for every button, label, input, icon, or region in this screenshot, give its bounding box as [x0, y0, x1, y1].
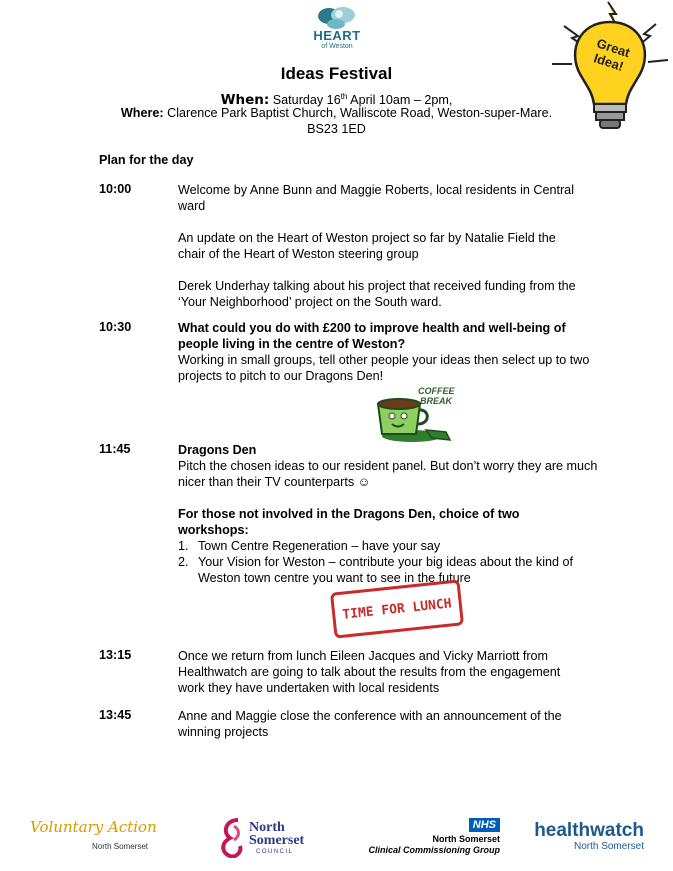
- when-value-pre: Saturday 16: [272, 93, 341, 108]
- healthwatch-logo: [518, 820, 658, 860]
- workshop-text: Your Vision for Weston – contribute your big ideas about the kind of Weston town centre you want to see in the future: [198, 555, 574, 585]
- coffee-text-2: BREAK: [420, 396, 453, 406]
- when-value-post: April 10am – 2pm,: [347, 93, 453, 108]
- schedule-item-1145: [178, 442, 598, 586]
- nhs-line2: Clinical Commissioning Group: [368, 845, 500, 855]
- workshop-item: [178, 538, 598, 554]
- page-title: Ideas Festival: [280, 64, 393, 83]
- schedule-time-1030: 10:30: [99, 320, 132, 334]
- schedule-time-1345: 13:45: [99, 708, 132, 722]
- where-label: Where:: [120, 106, 164, 120]
- workshop-number: 2.: [178, 555, 189, 569]
- when-label: When:: [220, 92, 270, 109]
- where-value: Clarence Park Baptist Church, Walliscote Road, Weston-super-Mare.: [167, 106, 553, 120]
- nhs-ccg-logo: [366, 818, 504, 860]
- nhs-line1: North Somerset: [432, 834, 500, 844]
- where-postcode: BS23 1ED: [307, 122, 366, 136]
- lunch-text: TIME FOR LUNCH: [341, 595, 453, 623]
- plan-heading: Plan for the day: [99, 153, 194, 167]
- ns-sub: COUNCIL: [256, 849, 294, 855]
- schedule-paragraph: Pitch the chosen ideas to our resident panel. But don’t worry they are much nicer than their TV counterparts ☺: [178, 459, 598, 489]
- schedule-paragraph: Anne and Maggie close the conference with an announcement of the winning projects: [178, 709, 562, 739]
- schedule-time-1315: 13:15: [99, 648, 132, 662]
- schedule-time-1000: 10:00: [99, 182, 132, 196]
- logo-text-of-weston: of Weston: [321, 43, 353, 50]
- hw-sub: North Somerset: [573, 841, 644, 852]
- event-where: [0, 105, 673, 121]
- heart-of-weston-logo: [306, 6, 368, 52]
- schedule-question: What could you do with £200 to improve health and well-being of people living in the centre of Weston?: [178, 321, 566, 351]
- badge-text: Great Idea!: [591, 35, 632, 74]
- north-somerset-council-logo: [216, 814, 326, 860]
- workshop-text: Town Centre Regeneration – have your say: [198, 539, 441, 553]
- schedule-paragraph: Welcome by Anne Bunn and Maggie Roberts, local residents in Central ward: [178, 183, 574, 213]
- schedule-time-1145: 11:45: [99, 442, 131, 456]
- logo-text-heart: HEART: [313, 28, 361, 43]
- schedule-paragraph: Working in small groups, tell other people your ideas then select up to two projects to pitch to our Dragons Den!: [178, 353, 590, 383]
- dragons-den-heading: Dragons Den: [178, 443, 257, 457]
- ns-text-2: Somerset: [249, 833, 305, 848]
- hw-text: healthwatch: [534, 820, 644, 841]
- va-text: Voluntary Action: [30, 818, 157, 836]
- butterfly-icon: [316, 6, 356, 30]
- va-sub: North Somerset: [92, 842, 149, 851]
- swan-icon: [216, 816, 246, 858]
- schedule-item-1000: [178, 182, 598, 310]
- schedule-item-1315: [178, 648, 573, 696]
- schedule-item-1345: [178, 708, 573, 740]
- coffee-text-1: COFFEE: [418, 386, 455, 396]
- schedule-item-1030: [178, 320, 598, 384]
- coffee-break-image: [368, 386, 458, 444]
- time-for-lunch-stamp: [330, 579, 464, 638]
- schedule-paragraph: Derek Underhay talking about his project that received funding from the ‘Your Neighborhood’ project on the South ward.: [178, 279, 576, 309]
- nhs-badge: NHS: [469, 818, 500, 832]
- when-value-sup: th: [340, 92, 348, 101]
- schedule-paragraph: An update on the Heart of Weston project so far by Natalie Field the chair of the Heart of Weston steering group: [178, 231, 556, 261]
- schedule-paragraph: Once we return from lunch Eileen Jacques and Vicky Marriott from Healthwatch are going to talk about the results from the engagement work they have undertaken with local residents: [178, 649, 561, 695]
- voluntary-action-logo: [30, 810, 170, 858]
- workshops-heading: For those not involved in the Dragons Den, choice of two workshops:: [178, 507, 520, 537]
- workshop-item: [178, 554, 578, 586]
- workshop-number: 1.: [178, 539, 189, 553]
- ns-text-1: North: [249, 820, 285, 835]
